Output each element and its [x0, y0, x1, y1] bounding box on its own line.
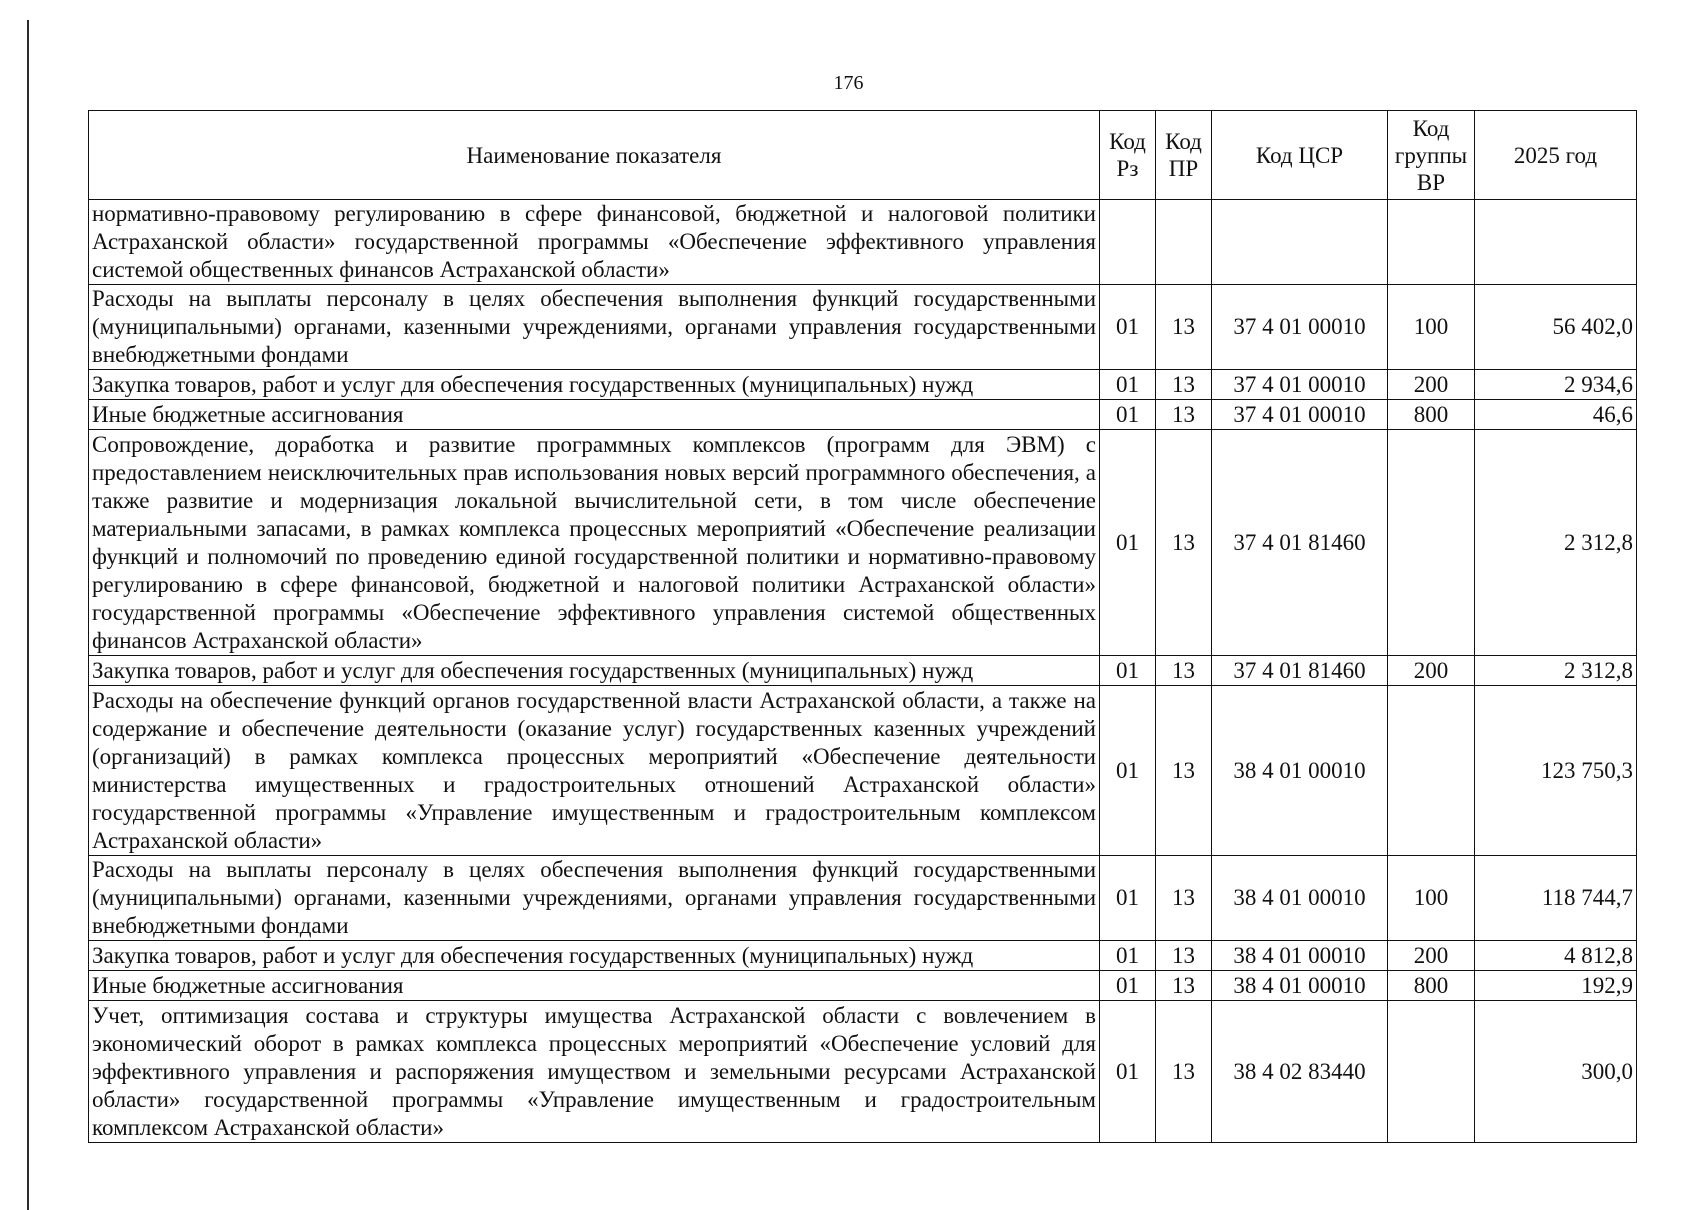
row-amount: 192,9	[1475, 971, 1637, 1001]
row-amount: 2 312,8	[1475, 430, 1637, 656]
header-csr: Код ЦСР	[1212, 111, 1388, 200]
table-row	[89, 430, 1637, 656]
row-amount: 46,6	[1475, 400, 1637, 430]
row-pr: 13	[1156, 971, 1212, 1001]
row-csr: 38 4 01 00010	[1212, 941, 1388, 971]
table-row	[89, 285, 1637, 370]
row-pr: 13	[1156, 430, 1212, 656]
row-vr	[1388, 200, 1475, 285]
row-pr: 13	[1156, 941, 1212, 971]
row-rz: 01	[1100, 400, 1156, 430]
row-name: Сопровождение, доработка и развитие программных комплексов (программ для ЭВМ) с предоставлением неисключительных прав использования новых версий программного обеспечения, а также развитие и модернизация локальной вычислительной сети, в том числе обеспечение материальными запасами, в рамках комплекса процессных мероприятий «Обеспечение реализации функций и полномочий по проведению единой государственной политики и нормативно-правовому регулированию в сфере финансовой, бюджетной и налоговой политики Астраханской области» государственной программы «Обеспечение эффективного управления системой общественных финансов Астраханской области»	[89, 430, 1100, 656]
row-name: Иные бюджетные ассигнования	[89, 971, 1100, 1001]
row-amount: 4 812,8	[1475, 941, 1637, 971]
row-rz: 01	[1100, 285, 1156, 370]
header-name: Наименование показателя	[89, 111, 1100, 200]
row-name: Закупка товаров, работ и услуг для обеспечения государственных (муниципальных) нужд	[89, 370, 1100, 400]
row-pr: 13	[1156, 400, 1212, 430]
table-row	[89, 971, 1637, 1001]
row-csr	[1212, 200, 1388, 285]
row-vr: 800	[1388, 971, 1475, 1001]
table-row	[89, 656, 1637, 686]
row-name: Расходы на выплаты персоналу в целях обеспечения выполнения функций государственными (муниципальными) органами, казенными учреждениями, органами управления государственными внебюджетными фондами	[89, 856, 1100, 941]
row-amount: 2 934,6	[1475, 370, 1637, 400]
table-row	[89, 1001, 1637, 1143]
row-amount: 56 402,0	[1475, 285, 1637, 370]
row-rz: 01	[1100, 430, 1156, 656]
header-vr: Код группы ВР	[1388, 111, 1475, 200]
row-amount: 123 750,3	[1475, 686, 1637, 856]
row-rz	[1100, 200, 1156, 285]
row-csr: 37 4 01 00010	[1212, 400, 1388, 430]
row-pr: 13	[1156, 370, 1212, 400]
header-year: 2025 год	[1475, 111, 1637, 200]
page-number: 176	[833, 72, 864, 94]
row-pr: 13	[1156, 856, 1212, 941]
table-row	[89, 941, 1637, 971]
row-rz: 01	[1100, 856, 1156, 941]
row-pr: 13	[1156, 686, 1212, 856]
row-vr: 100	[1388, 856, 1475, 941]
row-pr	[1156, 200, 1212, 285]
table-header-row	[89, 111, 1637, 200]
row-vr	[1388, 686, 1475, 856]
row-csr: 37 4 01 81460	[1212, 430, 1388, 656]
budget-table	[88, 110, 1637, 1143]
row-amount	[1475, 200, 1637, 285]
row-pr: 13	[1156, 1001, 1212, 1143]
row-vr: 200	[1388, 656, 1475, 686]
row-name: Учет, оптимизация состава и структуры имущества Астраханской области с вовлечением в экономический оборот в рамках комплекса процессных мероприятий «Обеспечение условий для эффективного управления и распоряжения имуществом и земельными ресурсами Астраханской области» государственной программы «Управление имущественным и градостроительным комплексом Астраханской области»	[89, 1001, 1100, 1143]
header-pr: Код ПР	[1156, 111, 1212, 200]
row-csr: 38 4 02 83440	[1212, 1001, 1388, 1143]
row-rz: 01	[1100, 941, 1156, 971]
row-csr: 37 4 01 00010	[1212, 285, 1388, 370]
row-rz: 01	[1100, 686, 1156, 856]
row-name: Иные бюджетные ассигнования	[89, 400, 1100, 430]
row-rz: 01	[1100, 1001, 1156, 1143]
row-rz: 01	[1100, 370, 1156, 400]
row-csr: 37 4 01 81460	[1212, 656, 1388, 686]
row-name: Закупка товаров, работ и услуг для обеспечения государственных (муниципальных) нужд	[89, 941, 1100, 971]
row-name: нормативно-правовому регулированию в сфере финансовой, бюджетной и налоговой политики Астраханской области» государственной программы «Обеспечение эффективного управления системой общественных финансов Астраханской области»	[89, 200, 1100, 285]
row-csr: 38 4 01 00010	[1212, 971, 1388, 1001]
row-rz: 01	[1100, 971, 1156, 1001]
row-vr	[1388, 430, 1475, 656]
row-name: Закупка товаров, работ и услуг для обеспечения государственных (муниципальных) нужд	[89, 656, 1100, 686]
row-amount: 118 744,7	[1475, 856, 1637, 941]
row-vr: 200	[1388, 370, 1475, 400]
header-rz: Код Рз	[1100, 111, 1156, 200]
row-vr: 200	[1388, 941, 1475, 971]
row-csr: 38 4 01 00010	[1212, 856, 1388, 941]
row-vr: 800	[1388, 400, 1475, 430]
row-rz: 01	[1100, 656, 1156, 686]
row-pr: 13	[1156, 656, 1212, 686]
scan-edge-line	[27, 20, 29, 1210]
table-row	[89, 856, 1637, 941]
row-amount: 300,0	[1475, 1001, 1637, 1143]
row-csr: 38 4 01 00010	[1212, 686, 1388, 856]
row-name: Расходы на выплаты персоналу в целях обеспечения выполнения функций государственными (муниципальными) органами, казенными учреждениями, органами управления государственными внебюджетными фондами	[89, 285, 1100, 370]
table-row	[89, 400, 1637, 430]
table-row	[89, 200, 1637, 285]
table-row	[89, 370, 1637, 400]
row-pr: 13	[1156, 285, 1212, 370]
row-amount: 2 312,8	[1475, 656, 1637, 686]
row-name: Расходы на обеспечение функций органов государственной власти Астраханской области, а также на содержание и обеспечение деятельности (оказание услуг) государственных казенных учреждений (организаций) в рамках комплекса процессных мероприятий «Обеспечение деятельности министерства имущественных и градостроительных отношений Астраханской области» государственной программы «Управление имущественным и градостроительным комплексом Астраханской области»	[89, 686, 1100, 856]
row-vr	[1388, 1001, 1475, 1143]
row-csr: 37 4 01 00010	[1212, 370, 1388, 400]
row-vr: 100	[1388, 285, 1475, 370]
table-row	[89, 686, 1637, 856]
